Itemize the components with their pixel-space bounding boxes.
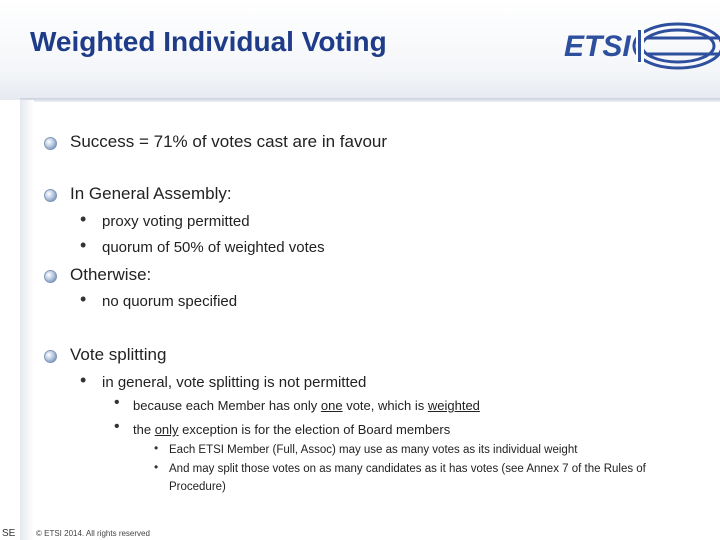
exception-text-pre: the — [133, 422, 155, 437]
bullet-otherwise: Otherwise: — [70, 265, 152, 284]
level4-split-votes: And may split those votes on as many candidates as it has votes (see Annex 7 of the Rules of Procedure) — [169, 463, 646, 493]
because-text-weighted: weighted — [427, 398, 480, 413]
bullet-icon — [44, 189, 57, 202]
bullet-icon — [44, 270, 57, 283]
level4-bullet-dot: • — [154, 441, 159, 455]
bullet-general-assembly: In General Assembly: — [70, 184, 232, 203]
sub-bullet-dot: • — [80, 235, 87, 255]
sub-bullet-vs-general: in general, vote splitting is not permitted — [102, 374, 367, 391]
sub-bullet-dot: • — [80, 209, 87, 229]
level4-each-member: Each ETSI Member (Full, Assoc) may use as many votes as its individual weight — [169, 444, 578, 456]
sub-bullet-quorum: quorum of 50% of weighted votes — [102, 239, 325, 256]
sub-bullet-dot: • — [80, 370, 87, 390]
sub-bullet-dot: • — [80, 289, 87, 309]
exception-text-post: exception is for the election of Board members — [178, 422, 451, 437]
footer-left-label: SE — [2, 528, 16, 539]
sub-sub-bullet-because — [133, 398, 480, 413]
bullet-success: Success = 71% of votes cast are in favour — [70, 132, 388, 151]
etsi-logo-text: ETSI — [564, 30, 631, 63]
slide-title: Weighted Individual Voting — [30, 26, 387, 57]
because-text-one: one — [320, 398, 343, 413]
footer-copyright: © ETSI 2014. All rights reserved — [36, 529, 150, 538]
because-text-mid: vote, which is — [342, 398, 428, 413]
level4-bullet-dot: • — [154, 460, 159, 474]
exception-text-only: only — [154, 422, 179, 437]
sub-sub-bullet-exception — [133, 422, 450, 437]
bullet-icon — [44, 137, 57, 150]
bullet-icon — [44, 350, 57, 363]
sub-bullet-proxy: proxy voting permitted — [102, 213, 250, 230]
because-text-pre: because each Member has only — [133, 398, 321, 413]
sub-sub-bullet-dot: • — [114, 418, 120, 435]
bullet-vote-splitting: Vote splitting — [70, 345, 167, 364]
sub-sub-bullet-dot: • — [114, 394, 120, 411]
sub-bullet-no-quorum: no quorum specified — [102, 293, 238, 310]
